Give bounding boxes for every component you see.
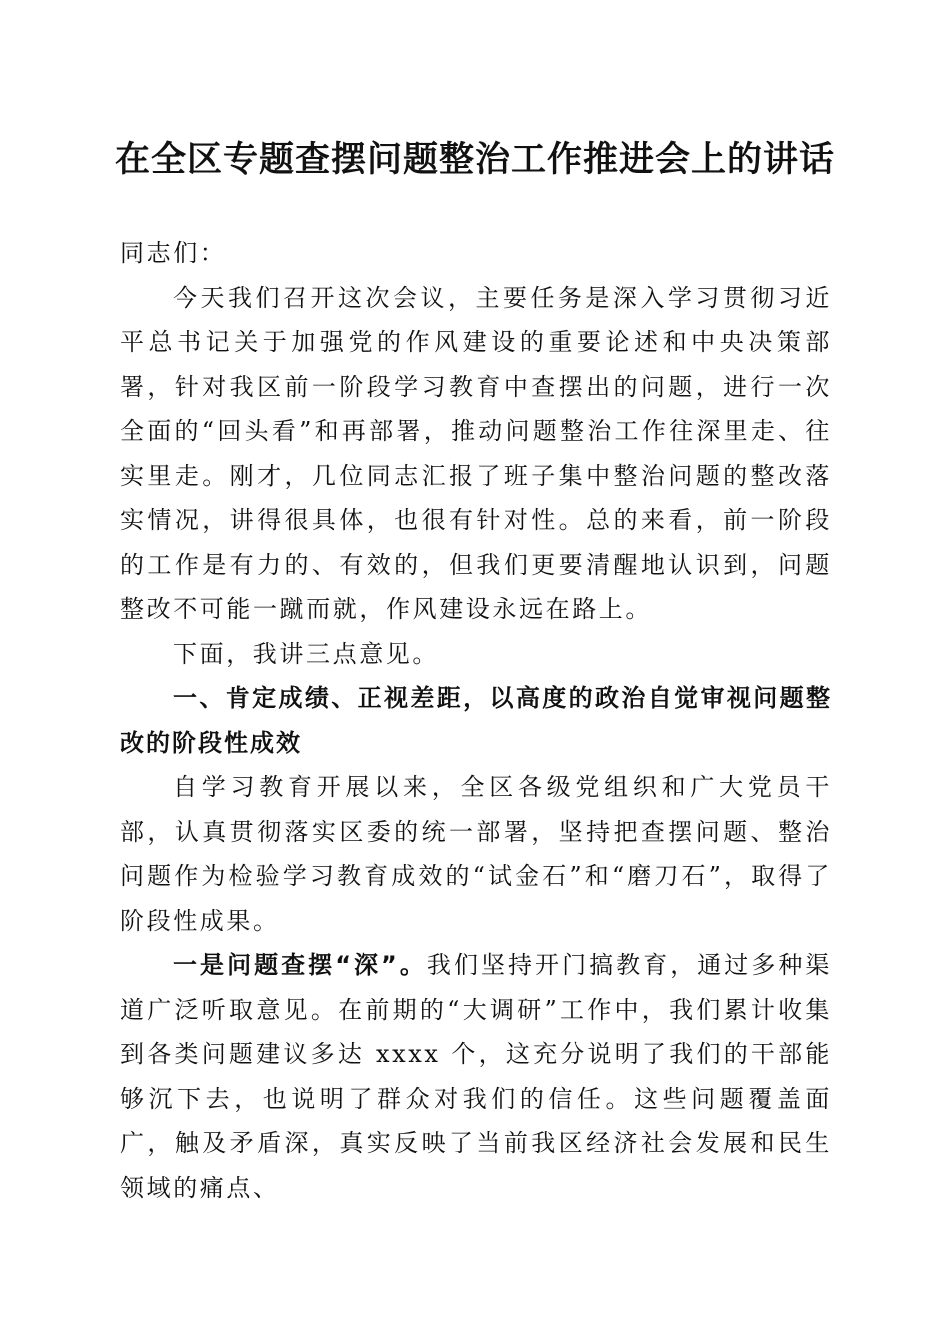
page-title: 在全区专题查摆问题整治工作推进会上的讲话 (114, 139, 835, 180)
point-one-lead: 一是问题查摆“深”。 (173, 951, 427, 979)
paragraph-achievements: 自学习教育开展以来，全区各级党组织和广大党员干部，认真贯彻落实区委的统一部署，坚持把查摆问题、整治问题作为检验学习教育成效的“试金石”和“磨刀石”，取得了阶段性成果。 (120, 773, 832, 935)
salutation: 同志们： (120, 239, 227, 267)
paragraph-point-one (120, 943, 832, 1210)
section-heading-1: 一、肯定成绩、正视差距，以高度的政治自觉审视问题整改的阶段性成效 (120, 684, 832, 757)
paragraph-opening: 今天我们召开这次会议，主要任务是深入学习贯彻习近平总书记关于加强党的作风建设的重要论述和中央决策部署，针对我区前一阶段学习教育中查摆出的问题，进行一次全面的“回头看”和再部署，推动问题整治工作往深里走、往实里走。刚才，几位同志汇报了班子集中整治问题的整改落实情况，讲得很具体，也很有针对性。总的来看，前一阶段的工作是有力的、有效的，但我们更要清醒地认识到，问题整改不可能一蹴而就，作风建设永远在路上。 (120, 283, 832, 623)
point-one-body: 我们坚持开门搞教育，通过多种渠道广泛听取意见。在前期的“大调研”工作中，我们累计收集到各类问题建议多达 xxxx 个，这充分说明了我们的干部能够沉下去，也说明了群众对我们的信任。这些问题覆盖面广，触及矛盾深，真实反映了当前我区经济社会发展和民生领域的痛点、 (120, 951, 833, 1202)
document-body (120, 231, 832, 1210)
paragraph-intro-points: 下面，我讲三点意见。 (173, 639, 439, 668)
